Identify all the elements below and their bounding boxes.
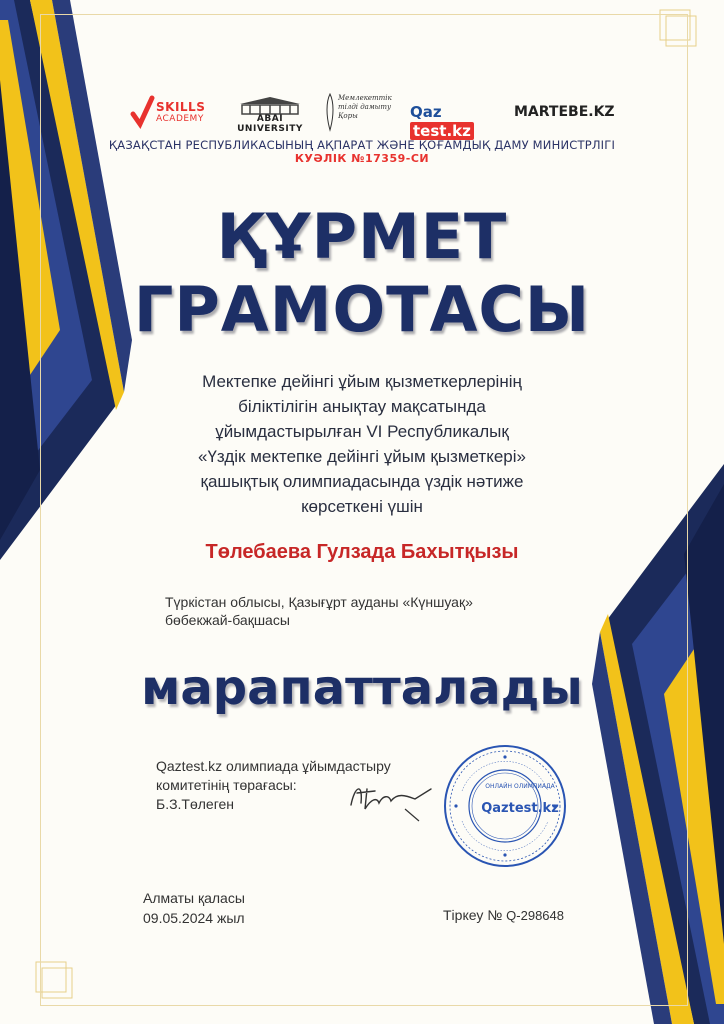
chair-line: Qaztest.kz олимпиада ұйымдастыру [156, 758, 391, 774]
issue-city: Алматы қаласы [143, 890, 245, 906]
stamp-label: Qaztest.kz [481, 801, 559, 816]
award-reason [110, 369, 614, 519]
quill-icon [324, 92, 336, 132]
ministry-line: ҚАЗАҚСТАН РЕСПУБЛИКАСЫНЫҢ АҚПАРАТ ЖӘНЕ ҚОҒАМДЫҚ ДАМУ МИНИСТРЛІГІ [108, 138, 616, 152]
skills-academy-logo: SKILLS ACADEMY [130, 94, 212, 134]
memlekettik-til-logo: Мемлекеттік тілді дамыту Қоры [324, 92, 394, 136]
certificate-title-line1: ҚҰРМЕТ [216, 200, 508, 273]
award-reason-line: ұйымдастырылған VI Республикалық [215, 422, 509, 441]
recipient-organization [165, 593, 585, 629]
chair-line: комитетінің төрағасы: [156, 777, 297, 793]
award-reason-line: «Үздік мектепке дейінгі ұйым қызметкері» [198, 447, 526, 466]
partner-logos [130, 92, 615, 140]
martebe-logo: MARTEBE.KZ [514, 104, 615, 120]
registration-number [443, 907, 564, 923]
registration-value: Q-298648 [506, 908, 564, 923]
issue-date: 09.05.2024 жыл [143, 910, 245, 926]
skills-check-icon [130, 94, 156, 132]
abai-university-logo: ABAI UNIVERSITY [232, 96, 308, 134]
abai-building-icon [232, 96, 308, 116]
stamp-online-text: ОНЛАЙН ОЛИМПИАДА [485, 783, 555, 790]
organization-line: бөбекжай-бақшасы [165, 612, 290, 628]
award-reason-line: Мектепке дейінгі ұйым қызметкерлерінің [202, 372, 522, 391]
award-reason-line: көрсеткені үшін [301, 497, 423, 516]
license-number: КУӘЛІК №17359-СИ [294, 152, 430, 165]
award-reason-line: біліктілігін анықтау мақсатында [238, 397, 486, 416]
award-reason-line: қашықтық олимпиадасында үздік нәтиже [200, 472, 524, 491]
recipient-name: Төлебаева Гулзада Бахытқызы [205, 541, 519, 563]
chair-name: Б.З.Төлеген [156, 796, 235, 812]
awarded-word: марапатталады [141, 660, 583, 716]
organization-line: Түркістан облысы, Қазығұрт ауданы «Күншуақ» [165, 594, 473, 610]
registration-label: Тіркеу № [443, 907, 503, 923]
signature-icon [345, 775, 435, 825]
issue-place-date [143, 888, 245, 928]
qaztest-logo: Qaztest.kz [410, 102, 498, 122]
certificate-title-line2: ГРАМОТАСЫ [133, 273, 591, 346]
